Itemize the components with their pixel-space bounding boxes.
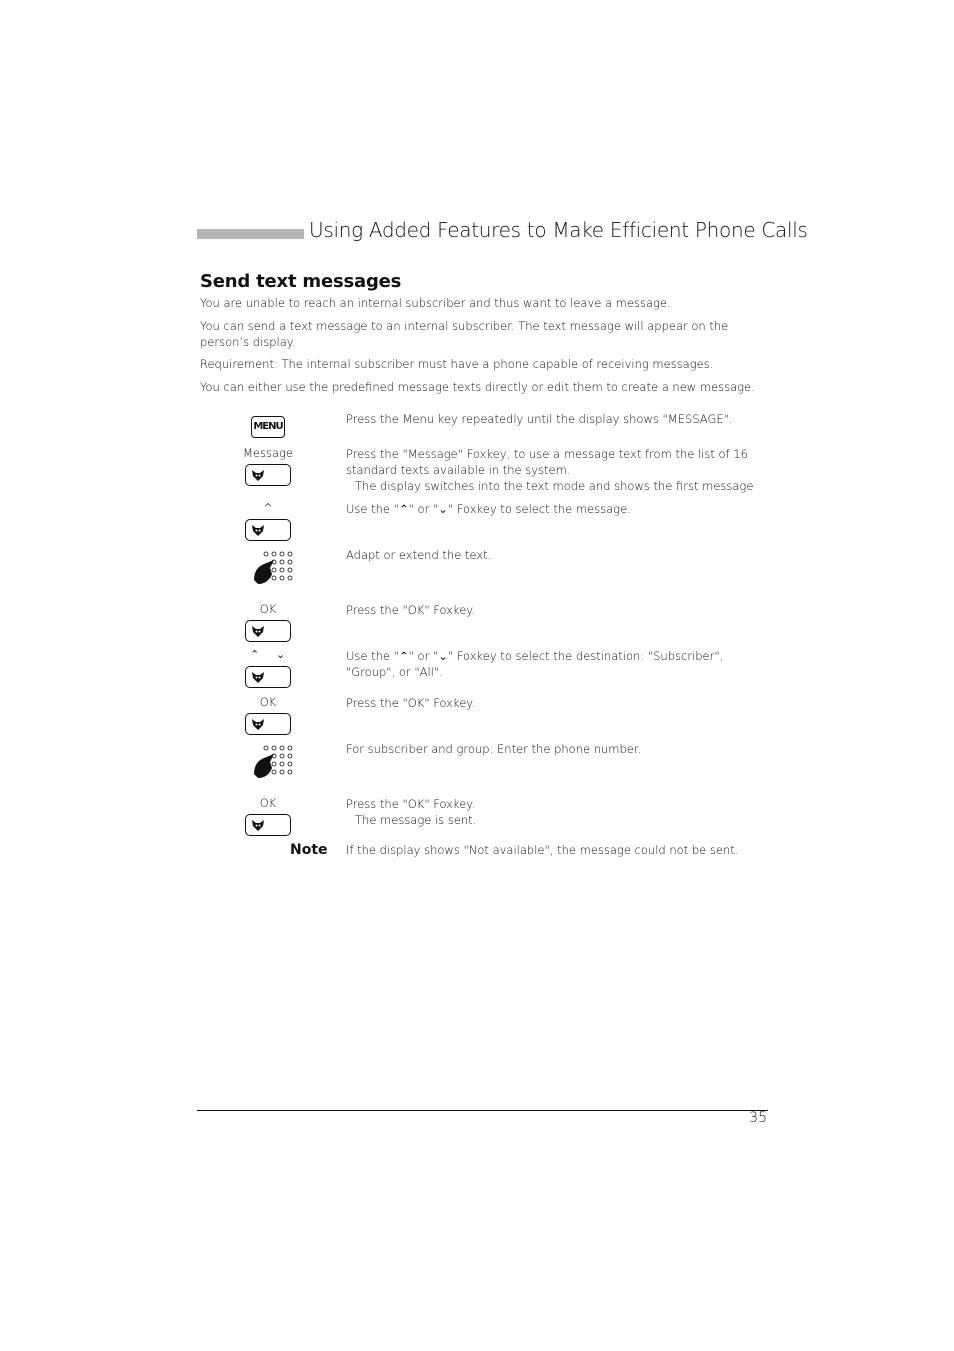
step-9-result: The message is sent. — [355, 813, 477, 827]
step-8-text: For subscriber and group: Enter the phone number. — [346, 742, 642, 756]
intro-paragraph: You are unable to reach an internal subscriber and thus want to leave a message. — [200, 296, 671, 310]
step-2-instruction: Press the "Message" Foxkey, to use a message text from the list of 16 standard texts available in the system. — [346, 447, 748, 477]
up-arrow-icon: ⌃ — [250, 648, 260, 661]
step-3-text: Use the "⌃" or "⌄" Foxkey to select the message. — [346, 502, 631, 516]
section-title: Send text messages — [200, 271, 402, 292]
intro-paragraph: You can either use the predefined message texts directly or edit them to create a new message. — [200, 380, 755, 394]
step-2-text — [346, 446, 766, 494]
menu-key-icon: MENU — [251, 416, 285, 438]
note-label: Note — [290, 842, 328, 858]
header-bar — [197, 229, 304, 239]
foxkey-icon — [245, 519, 291, 541]
foxkey-icon — [245, 464, 291, 486]
step-7-text: Press the "OK" Foxkey. — [346, 696, 476, 710]
foxkey-icon — [245, 666, 291, 688]
step-4-text: Adapt or extend the text. — [346, 548, 492, 562]
step-5-text: Press the "OK" Foxkey. — [346, 603, 476, 617]
note-text: If the display shows "Not available", the message could not be sent. — [346, 843, 739, 857]
step-7-label: OK — [259, 695, 277, 709]
foxkey-icon — [245, 620, 291, 642]
page-header-title: Using Added Features to Make Efficient Phone Calls — [309, 218, 808, 242]
keypad-icon — [250, 744, 296, 782]
step-2-label: Message — [242, 446, 293, 460]
step-9-text — [346, 796, 766, 828]
foxkey-icon — [245, 713, 291, 735]
page-number: 35 — [749, 1110, 767, 1126]
keypad-icon — [250, 550, 296, 588]
step-2-result: The display switches into the text mode and shows the first message — [355, 479, 754, 493]
step-3-label: ^ — [263, 501, 273, 515]
intro-paragraph: You can send a text message to an internal subscriber. The text message will appear on the person’s display. — [200, 319, 729, 349]
step-5-label: OK — [259, 602, 277, 616]
foxkey-icon — [245, 814, 291, 836]
step-9-instruction: Press the "OK" Foxkey. — [346, 797, 476, 811]
step-9-label: OK — [259, 796, 277, 810]
footer-divider — [197, 1110, 768, 1111]
intro-paragraph: Requirement: The internal subscriber must have a phone capable of receiving messages. — [200, 357, 714, 371]
step-6-text: Use the "⌃" or "⌄" Foxkey to select the destination: "Subscriber", "Group", or "All". — [346, 649, 724, 679]
step-1-text: Press the Menu key repeatedly until the display shows "MESSAGE". — [346, 412, 733, 426]
down-arrow-icon: ⌄ — [276, 648, 286, 661]
